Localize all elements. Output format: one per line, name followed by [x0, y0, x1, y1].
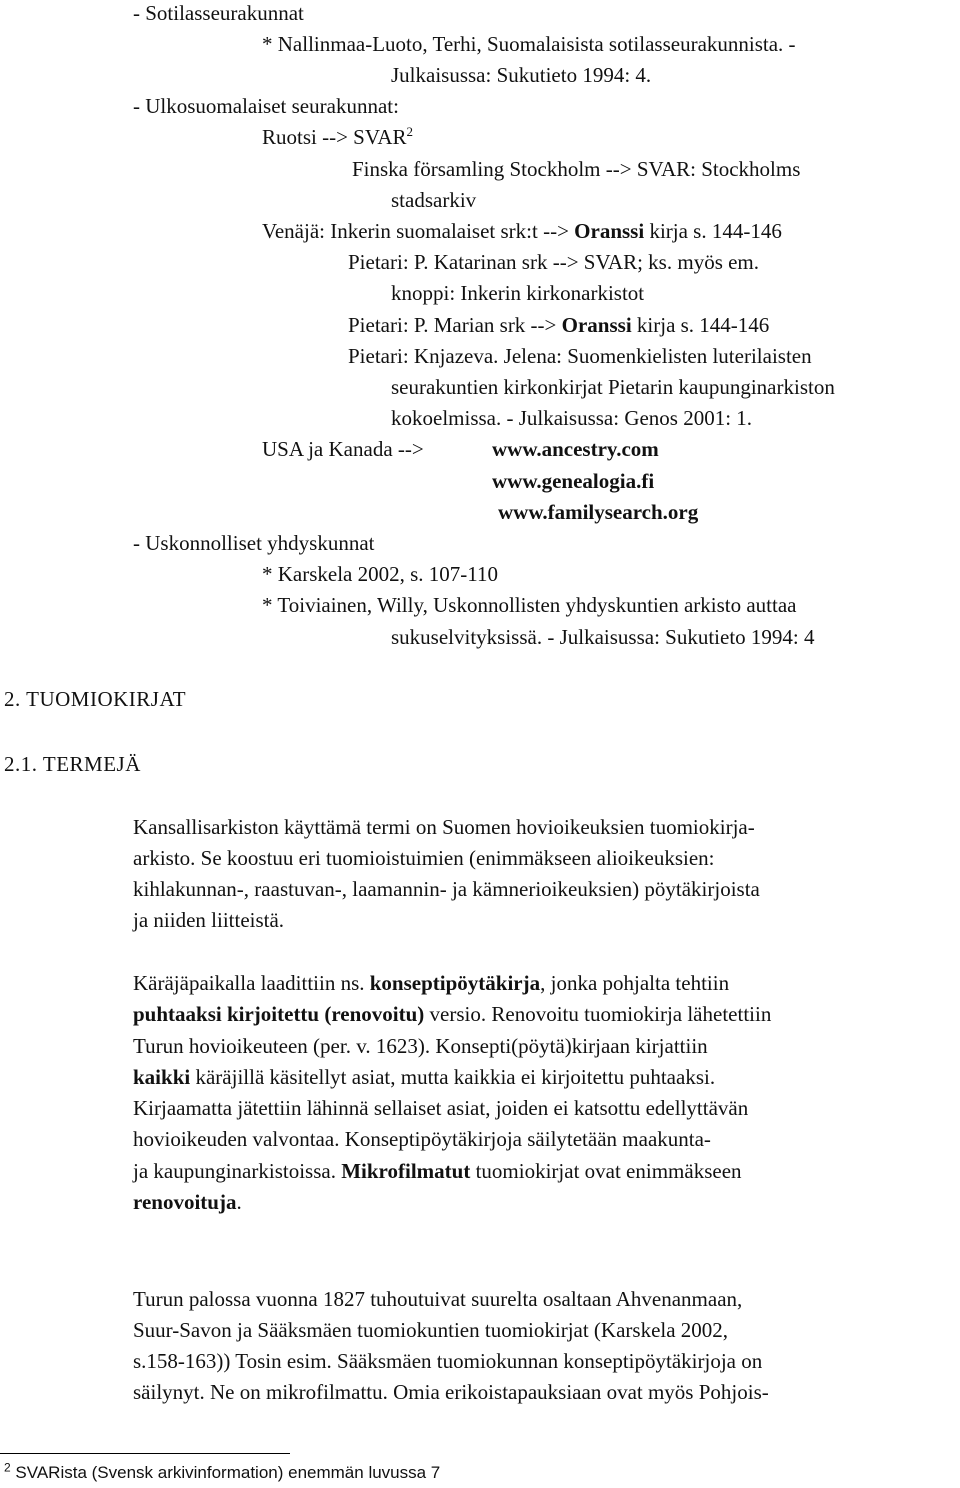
bold-text: Oranssi	[574, 219, 645, 243]
footnote-number: 2	[4, 1460, 11, 1475]
text-line: knoppi: Inkerin kirkonarkistot	[391, 281, 645, 305]
text-line: Finska församling Stockholm --> SVAR: Stockholms	[352, 157, 801, 181]
paragraph-line: Kansallisarkiston käyttämä termi on Suomen hovioikeuksien tuomiokirja-	[133, 815, 755, 839]
paragraph-line: Turun hovioikeuteen (per. v. 1623). Konsepti(pöytä)kirjaan kirjattiin	[133, 1034, 708, 1058]
bold-text: Oranssi	[561, 313, 632, 337]
bold-text: renovoituja	[133, 1190, 237, 1214]
paragraph-line: hovioikeuden valvontaa. Konseptipöytäkirjoja säilytetään maakunta-	[133, 1127, 711, 1151]
section-heading: 2. TUOMIOKIRJAT	[4, 687, 187, 711]
text-span: Ruotsi --> SVAR	[262, 125, 407, 149]
reference-entry-cont: sukuselvityksissä. - Julkaisussa: Sukutieto 1994: 4	[391, 625, 815, 649]
paragraph-line: s.158-163)) Tosin esim. Sääksmäen tuomiokunnan konseptipöytäkirjoja on	[133, 1349, 763, 1373]
text-line	[262, 218, 782, 244]
subsection-heading: 2.1. TERMEJÄ	[4, 752, 141, 776]
paragraph-line	[133, 1189, 242, 1215]
paragraph-line: Kirjaamatta jätettiin lähinnä sellaiset asiat, joiden ei katsottu edellyttävän	[133, 1096, 749, 1120]
paragraph-line: Turun palossa vuonna 1827 tuhoutuivat suurelta osaltaan Ahvenanmaan,	[133, 1287, 743, 1311]
text-span: kirja s. 144-146	[644, 219, 782, 243]
footnote-text: SVARista (Svensk arkivinformation) enemmän luvussa 7	[10, 1463, 441, 1482]
text-span: versio. Renovoitu tuomiokirja lähetettiin	[424, 1002, 772, 1026]
paragraph-line: ja niiden liitteistä.	[133, 908, 285, 932]
text-line: Pietari: Knjazeva. Jelena: Suomenkielisten luterilaisten	[348, 344, 812, 368]
link-text: www.genealogia.fi	[492, 469, 655, 493]
text-span: Pietari: P. Marian srk -->	[348, 313, 562, 337]
text-span: käräjillä käsitellyt asiat, mutta kaikkia ei kirjoitettu puhtaaksi.	[190, 1065, 716, 1089]
text-span: , jonka pohjalta tehtiin	[540, 971, 730, 995]
link-ancestry[interactable]	[492, 436, 659, 462]
text-line: USA ja Kanada -->	[262, 437, 424, 461]
reference-entry-cont: Julkaisussa: Sukutieto 1994: 4.	[391, 63, 652, 87]
text-line	[262, 124, 413, 150]
link-text: www.ancestry.com	[492, 437, 659, 461]
footnote	[4, 1460, 441, 1483]
link-familysearch[interactable]	[498, 499, 698, 525]
reference-entry: * Karskela 2002, s. 107-110	[262, 562, 499, 586]
bold-text: Mikrofilmatut	[341, 1159, 471, 1183]
paragraph-line	[133, 1158, 742, 1184]
list-heading-sotilasseurakunnat: - Sotilasseurakunnat	[133, 1, 304, 25]
text-span: Käräjäpaikalla laadittiin ns.	[133, 971, 370, 995]
paragraph-line: kihlakunnan-, raastuvan-, laamannin- ja kämnerioikeuksien) pöytäkirjoista	[133, 877, 760, 901]
list-heading-uskonnolliset: - Uskonnolliset yhdyskunnat	[133, 531, 375, 555]
link-text: www.familysearch.org	[498, 500, 699, 524]
link-genealogia[interactable]	[492, 468, 654, 494]
text-span: kirja s. 144-146	[631, 313, 770, 337]
paragraph-line	[133, 1064, 715, 1090]
text-span: .	[236, 1190, 242, 1214]
paragraph-line: Suur-Savon ja Sääksmäen tuomiokuntien tuomiokirjat (Karskela 2002,	[133, 1318, 729, 1342]
paragraph-line: säilynyt. Ne on mikrofilmattu. Omia erikoistapauksiaan ovat myös Pohjois-	[133, 1380, 769, 1404]
text-line: stadsarkiv	[391, 188, 477, 212]
bold-text: kaikki	[133, 1065, 191, 1089]
reference-entry: * Toiviainen, Willy, Uskonnollisten yhdyskuntien arkisto auttaa	[262, 593, 797, 617]
text-line: Pietari: P. Katarinan srk --> SVAR; ks. myös em.	[348, 250, 760, 274]
text-line	[348, 312, 769, 338]
text-span: tuomiokirjat ovat enimmäkseen	[470, 1159, 742, 1183]
list-heading-ulkosuomalaiset: - Ulkosuomalaiset seurakunnat:	[133, 94, 399, 118]
text-span: Venäjä: Inkerin suomalaiset srk:t -->	[262, 219, 575, 243]
footnote-divider	[0, 1453, 290, 1454]
text-line: seurakuntien kirkonkirjat Pietarin kaupunginarkiston	[391, 375, 835, 399]
bold-text: konseptipöytäkirja	[369, 971, 541, 995]
bold-text: puhtaaksi kirjoitettu (renovoitu)	[133, 1002, 425, 1026]
paragraph-line	[133, 1001, 771, 1027]
text-span: ja kaupunginarkistoissa.	[133, 1159, 342, 1183]
footnote-ref: 2	[406, 124, 413, 139]
reference-entry: * Nallinmaa-Luoto, Terhi, Suomalaisista sotilasseurakunnista. -	[262, 32, 796, 56]
text-line: kokoelmissa. - Julkaisussa: Genos 2001: 1.	[391, 406, 753, 430]
paragraph-line	[133, 970, 729, 996]
paragraph-line: arkisto. Se koostuu eri tuomioistuimien (enimmäkseen alioikeuksien:	[133, 846, 715, 870]
